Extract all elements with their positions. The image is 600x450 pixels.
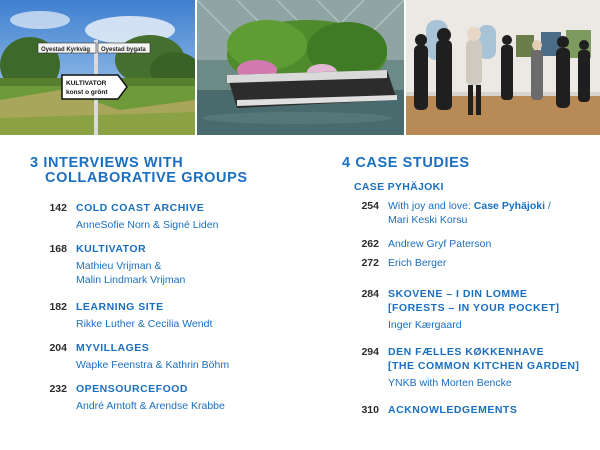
entry-title-line2: Mari Keski Korsu — [388, 214, 468, 226]
entry-title: OPENSOURCEFOOD — [76, 383, 189, 395]
page-number: 262 — [361, 238, 379, 250]
page-number: 254 — [361, 200, 379, 212]
page-number: 272 — [361, 257, 379, 269]
toc-right-column — [342, 156, 600, 417]
sign-text-3: KULTIVATOR — [66, 80, 107, 87]
entry-names: Erich Berger — [388, 257, 447, 269]
page-number: 142 — [49, 202, 67, 214]
toc-entry — [342, 237, 600, 251]
entry-names: Andrew Gryf Paterson — [388, 238, 492, 250]
section-heading-interviews — [30, 156, 300, 186]
page-number: 294 — [361, 346, 379, 358]
entry-names: Rikke Luther & Cecilia Wendt — [76, 318, 213, 330]
toc-entry — [30, 300, 300, 331]
entry-title: COLD COAST ARCHIVE — [76, 202, 205, 214]
entry-names-line2: Malin Lindmark Vrijman — [76, 274, 186, 286]
page-number: 284 — [361, 288, 379, 300]
sign-text-2: Oyestad bygata — [101, 47, 146, 53]
toc-entry — [30, 201, 300, 232]
toc-entry — [30, 341, 300, 372]
section-number: 3 — [30, 155, 39, 171]
toc-entry — [342, 345, 600, 390]
entry-title: LEARNING SITE — [76, 301, 164, 313]
entry-title-translation: [THE COMMON KITCHEN GARDEN] — [388, 360, 580, 372]
gallery-visitors-photo — [406, 0, 600, 135]
entry-title-line1: With joy and love: Case Pyhäjoki / — [388, 200, 551, 212]
photo-strip — [0, 0, 600, 135]
section-title-line1: INTERVIEWS WITH — [43, 155, 184, 171]
page-number: 310 — [361, 404, 379, 416]
toc-entry — [342, 403, 600, 417]
entry-names: YNKB with Morten Bencke — [388, 377, 512, 389]
subsection-heading: CASE PYHÄJOKI — [354, 181, 444, 193]
toc-entry — [342, 199, 600, 227]
entry-names: André Amtoft & Arendse Krabbe — [76, 400, 225, 412]
sign-text-1: Oyestad Kyrkväg — [41, 47, 91, 53]
entry-names: Wapke Feenstra & Kathrin Böhm — [76, 359, 230, 371]
toc-entry — [342, 287, 600, 332]
section-title-line2: COLLABORATIVE GROUPS — [45, 170, 248, 186]
entry-title-translation: [FORESTS – IN YOUR POCKET] — [388, 302, 560, 314]
page-number: 168 — [49, 243, 67, 255]
toc-entry — [30, 242, 300, 287]
entry-title: KULTIVATOR — [76, 243, 147, 255]
page-number: 182 — [49, 301, 67, 313]
entry-names: Mathieu Vrijman & — [76, 260, 162, 272]
page-number: 204 — [49, 342, 67, 354]
entry-title: DEN FÆLLES KØKKENHAVE — [388, 346, 545, 358]
toc-entry — [30, 382, 300, 413]
entry-names: Inger Kærgaard — [388, 319, 462, 331]
floating-garden-photo — [197, 0, 404, 135]
sign-text-4: konst o grönt — [66, 89, 108, 96]
entry-names: AnneSofie Norn & Signé Liden — [76, 219, 219, 231]
toc-left-column — [30, 156, 300, 413]
entry-title: ACKNOWLEDGEMENTS — [388, 404, 518, 416]
section-heading-case-studies — [342, 156, 600, 171]
road-sign-photo — [0, 0, 195, 135]
page-number: 232 — [49, 383, 67, 395]
toc-entry — [342, 256, 600, 270]
entry-title: SKOVENE – I DIN LOMME — [388, 288, 528, 300]
section-number: 4 — [342, 155, 351, 171]
entry-title: MYVILLAGES — [76, 342, 150, 354]
section-title: CASE STUDIES — [355, 155, 470, 171]
